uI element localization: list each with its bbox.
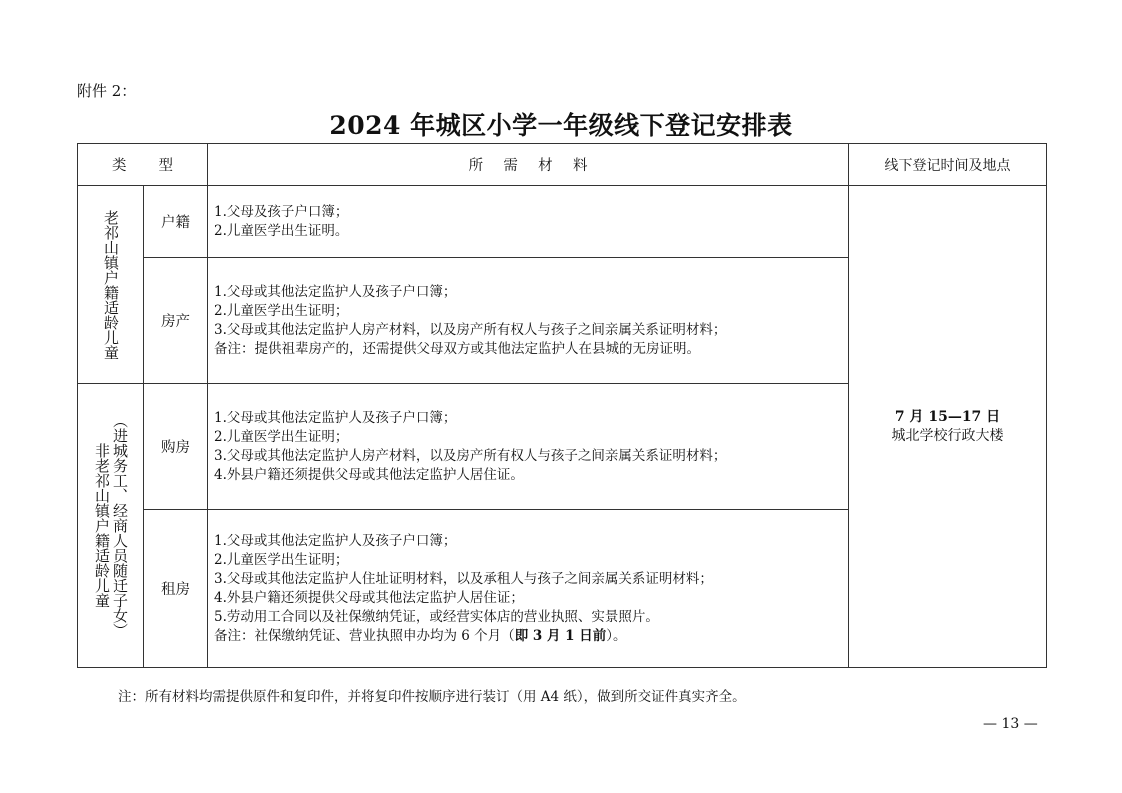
schedule-location: 城北学校行政大楼 <box>891 427 1004 444</box>
footnote: 注：所有材料均需提供原件和复印件，并将复印件按顺序进行装订（用 A4 纸），做到所交证件真实齐全。 <box>118 689 746 705</box>
header-time-location: 线下登记时间及地点 <box>849 144 1047 186</box>
material-item: 2.儿童医学出生证明； <box>214 428 349 445</box>
material-item: 1.父母或其他法定监护人及孩子户口簿； <box>214 283 457 300</box>
material-item: 4.外县户籍还须提供父母或其他法定监护人居住证； <box>214 589 524 606</box>
material-item: 1.父母或其他法定监护人及孩子户口簿； <box>214 532 457 549</box>
material-item: 3.父母或其他法定监护人房产材料，以及房产所有权人与孩子之间亲属关系证明材料； <box>214 321 727 338</box>
table-row <box>78 186 1047 258</box>
schedule-cell <box>849 186 1047 668</box>
material-remark <box>214 627 842 646</box>
category-label-group <box>78 413 143 638</box>
document-title: 2024 年城区小学一年级线下登记安排表 <box>329 111 793 140</box>
category-cell-local <box>78 186 144 384</box>
table-header-row <box>78 144 1047 186</box>
subtype-cell: 购房 <box>144 384 208 510</box>
material-item: 3.父母或其他法定监护人房产材料，以及房产所有权人与孩子之间亲属关系证明材料； <box>214 447 727 464</box>
header-materials: 所需材料 <box>208 144 849 186</box>
material-item: 2.儿童医学出生证明； <box>214 302 349 319</box>
remark-prefix: 备注：社保缴纳凭证、营业执照申办均为 6 个月（ <box>214 627 515 644</box>
material-item: 3.父母或其他法定监护人住址证明材料，以及承租人与孩子之间亲属关系证明材料； <box>214 570 713 587</box>
material-item: 2.儿童医学出生证明。 <box>214 222 349 239</box>
materials-cell <box>208 384 849 510</box>
material-item: 5.劳动用工合同以及社保缴纳凭证，或经营实体店的营业执照、实景照片。 <box>214 608 659 625</box>
category-label: 非老祁山镇户籍适龄儿童 <box>93 443 111 608</box>
material-item: 1.父母及孩子户口簿； <box>214 203 349 220</box>
registration-table <box>77 143 1047 668</box>
materials-cell <box>208 186 849 258</box>
remark-deadline: 即 3 月 1 日前 <box>514 627 607 644</box>
material-item: 2.儿童医学出生证明； <box>214 551 349 568</box>
category-label: 老祁山镇户籍适龄儿童 <box>102 209 120 360</box>
subtype-cell: 房产 <box>144 258 208 384</box>
subtype-cell: 租房 <box>144 510 208 668</box>
attachment-label: 附件 2： <box>77 82 137 100</box>
schedule-date: 7 月 15—17 日 <box>894 408 1001 425</box>
materials-cell <box>208 258 849 384</box>
subtype-cell: 户籍 <box>144 186 208 258</box>
remark-suffix: ）。 <box>606 627 627 644</box>
material-item: 4.外县户籍还须提供父母或其他法定监护人居住证。 <box>214 466 524 483</box>
category-cell-nonlocal <box>78 384 144 668</box>
header-type: 类型 <box>78 144 208 186</box>
material-item: 1.父母或其他法定监护人及孩子户口簿； <box>214 409 457 426</box>
material-item: 备注：提供祖辈房产的，还需提供父母双方或其他法定监护人在县城的无房证明。 <box>214 340 701 357</box>
materials-cell <box>208 510 849 668</box>
page-number: — 13 — <box>983 716 1038 732</box>
category-label-sub: （进城务工、经商人员随迁子女） <box>111 413 129 638</box>
